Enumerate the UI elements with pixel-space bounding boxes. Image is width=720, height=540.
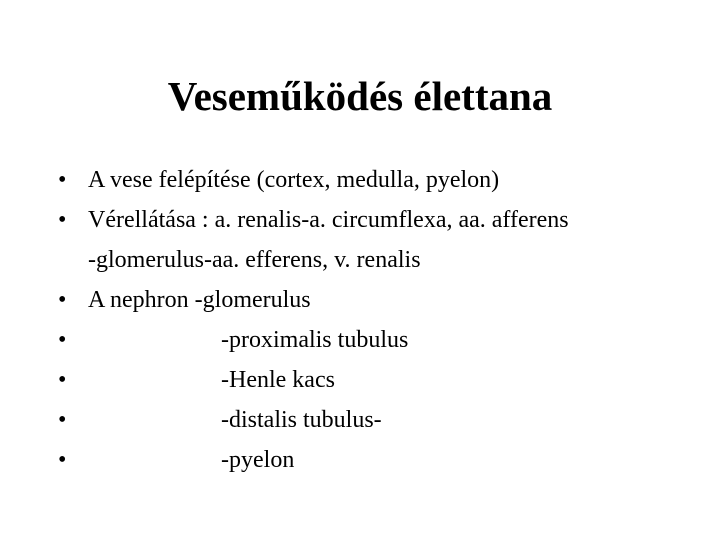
bullet-item-blood-supply <box>58 200 698 280</box>
bullet-point: • <box>58 287 67 313</box>
bullet-text: Vérellátása : a. renalis-a. circumflexa, aa. afferens <box>88 207 569 233</box>
bullet-point: • <box>58 207 67 233</box>
bullet-text: -Henle kacs <box>221 367 335 393</box>
bullet-list <box>58 160 698 480</box>
bullet-text-continuation: -glomerulus-aa. efferens, v. renalis <box>88 247 421 273</box>
bullet-item-structure <box>58 160 698 200</box>
bullet-point: • <box>58 167 67 193</box>
bullet-item-nephron <box>58 280 698 320</box>
bullet-item-henle-loop <box>58 360 698 400</box>
bullet-text: -distalis tubulus- <box>221 407 382 433</box>
bullet-text: A nephron -glomerulus <box>88 287 311 313</box>
bullet-item-pyelon <box>58 440 698 480</box>
bullet-text: -proximalis tubulus <box>221 327 409 353</box>
slide-title: Veseműködés élettana <box>167 73 553 119</box>
bullet-item-proximal-tubule <box>58 320 698 360</box>
bullet-point: • <box>58 367 67 393</box>
bullet-text: -pyelon <box>221 447 295 473</box>
bullet-point: • <box>58 327 67 353</box>
bullet-text: A vese felépítése (cortex, medulla, pyelon) <box>88 167 500 193</box>
bullet-point: • <box>58 447 67 473</box>
bullet-point: • <box>58 407 67 433</box>
bullet-item-distal-tubule <box>58 400 698 440</box>
